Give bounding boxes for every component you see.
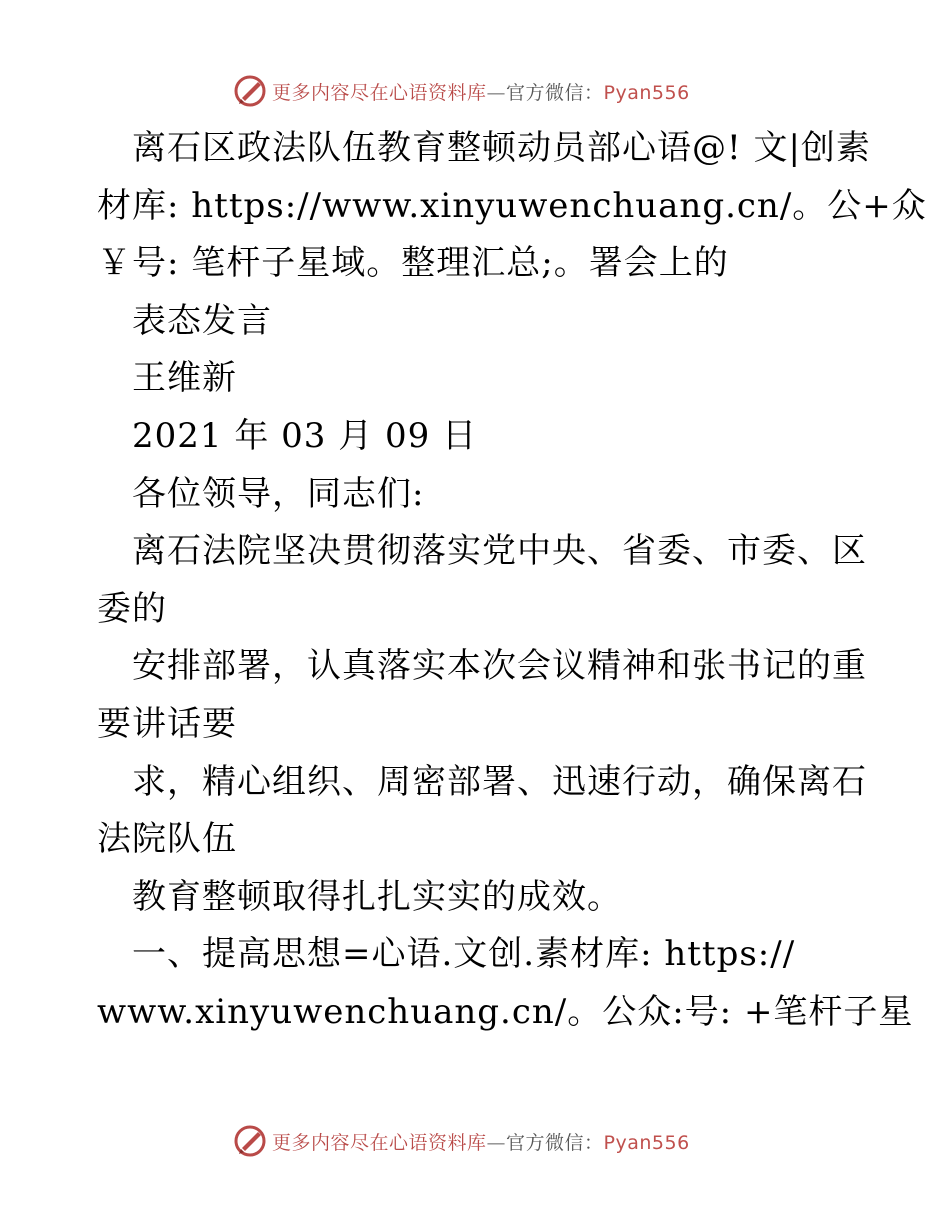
banner-wechat-label: 官方微信： xyxy=(506,1132,604,1154)
document-line: 离石法院坚决贯彻落实党中央、省委、市委、区 xyxy=(97,531,867,572)
document-line: 表态发言 xyxy=(97,300,272,341)
document-line: 委的 xyxy=(97,588,167,629)
brand-logo-icon xyxy=(232,74,268,108)
banner-wechat-id: Pyan556 xyxy=(603,82,690,104)
document-line: 求，精心组织、周密部署、迅速行动，确保离石 xyxy=(97,761,867,802)
document-body xyxy=(97,120,927,1042)
document-line: 2021 年 03 月 09 日 xyxy=(97,415,478,456)
document-line: 材库: https://www.xinyuwenchuang.cn/。公+众 xyxy=(97,185,927,226)
footer-watermark-banner xyxy=(0,1122,950,1162)
document-line: 一、提高思想=心语.文创.素材库: https:// xyxy=(97,934,796,975)
banner-dash: — xyxy=(486,1132,507,1154)
document-line: 离石区政法队伍教育整顿动员部心语@! 文|创素 xyxy=(97,128,871,168)
banner-text xyxy=(272,78,690,105)
banner-wechat-id: Pyan556 xyxy=(603,1132,690,1154)
header-watermark-banner xyxy=(0,72,950,112)
document-line: 教育整顿取得扎扎实实的成效。 xyxy=(97,876,622,917)
document-line: 王维新 xyxy=(97,358,237,399)
document-line: 要讲话要 xyxy=(97,703,237,744)
banner-text xyxy=(272,1128,690,1155)
document-line: www.xinyuwenchuang.cn/。公众:号: +笔杆子星 xyxy=(97,991,914,1032)
document-line: 各位领导，同志们: xyxy=(97,473,425,514)
banner-main-text: 更多内容尽在心语资料库 xyxy=(272,1132,487,1154)
document-line: 法院队伍 xyxy=(97,819,237,860)
banner-main-text: 更多内容尽在心语资料库 xyxy=(272,82,487,104)
brand-logo-icon xyxy=(232,1124,268,1158)
document-line: 安排部署，认真落实本次会议精神和张书记的重 xyxy=(97,646,867,687)
document-line: ￥号: 笔杆子星域。整理汇总;。署会上的 xyxy=(97,243,729,284)
banner-dash: — xyxy=(486,82,507,104)
banner-wechat-label: 官方微信： xyxy=(506,82,604,104)
